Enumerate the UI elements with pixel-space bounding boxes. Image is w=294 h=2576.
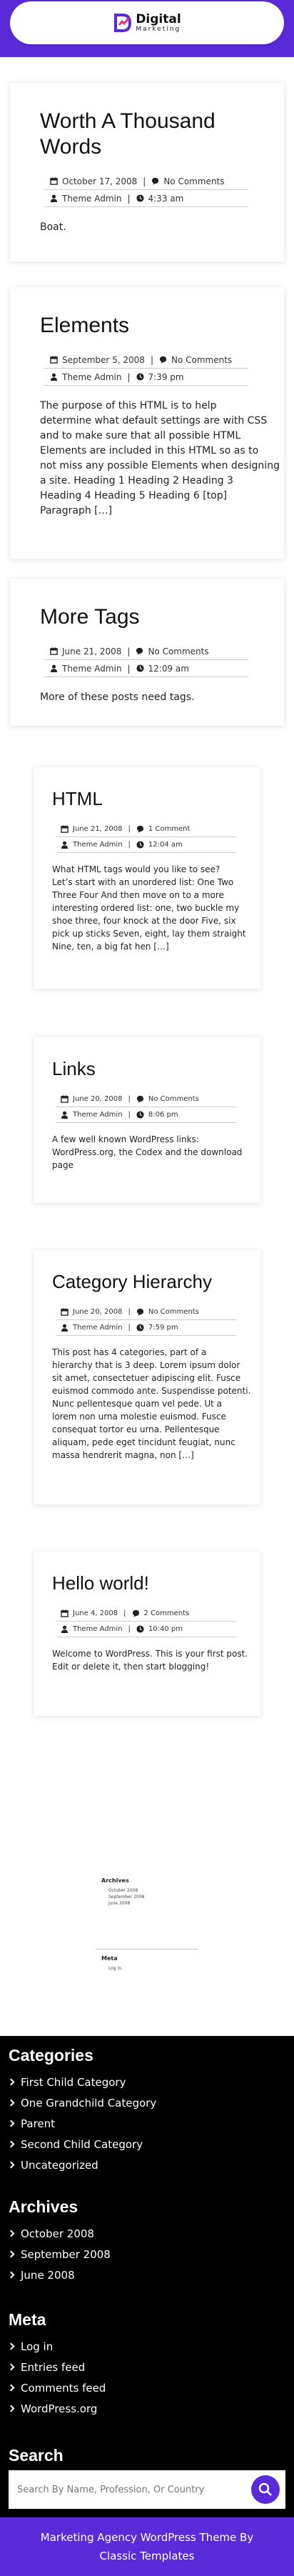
logo-subtitle: Marketing: [136, 25, 181, 33]
post-excerpt-line: The purpose of this HTML is to help: [40, 400, 217, 411]
widget-archives-heading: Archives: [101, 1877, 129, 1884]
post-excerpt-line: interesting ordered list: one, two buckle my: [52, 903, 240, 913]
post-meta-row: [44, 660, 248, 677]
post-comments[interactable]: No Comments: [136, 1308, 199, 1316]
calendar-icon: [61, 1095, 69, 1103]
post-excerpt-line: Three Four And then move on to a more: [52, 890, 224, 900]
post-meta-row: [56, 1622, 236, 1637]
meta-separator: |: [127, 663, 131, 674]
post-excerpt-line: page: [52, 1160, 74, 1170]
post-excerpt-line: euismod commodo ante. Suspendisse potenti.: [52, 1386, 251, 1396]
post-excerpt-line: Welcome to WordPress. This is your first post.: [52, 1649, 248, 1659]
post-title-line: HTML: [52, 788, 103, 809]
meta-separator: |: [150, 354, 153, 365]
footer-meta-heading: Meta: [9, 2310, 46, 2329]
post-excerpt-line: This post has 4 categories, part of a: [52, 1347, 207, 1357]
post-comments[interactable]: No Comments: [136, 1095, 199, 1103]
calendar-icon: [50, 647, 58, 655]
post-title[interactable]: [52, 1572, 242, 1594]
post-card: [10, 83, 284, 261]
user-icon: [50, 664, 58, 672]
meta-separator: |: [127, 193, 131, 204]
meta-separator: |: [128, 1308, 131, 1316]
post-excerpt-line: WordPress.org, the Codex and the download: [52, 1147, 243, 1157]
meta-separator: |: [143, 176, 146, 186]
post-title-line: More Tags: [40, 605, 140, 629]
footer-meta-link[interactable]: Comments feed: [9, 2377, 106, 2398]
clock-icon: [136, 1111, 144, 1119]
clock-icon: [136, 194, 144, 202]
post-meta: [56, 1092, 236, 1123]
chevron-right-icon: [8, 2120, 15, 2127]
post-date[interactable]: June 4, 2008: [61, 1609, 118, 1617]
post-excerpt-line: not miss any possible Elements when designing: [40, 460, 280, 471]
footer-meta-link[interactable]: Entries feed: [9, 2357, 106, 2377]
clock-icon: [136, 1324, 144, 1332]
footer-categories-heading: Categories: [9, 2046, 93, 2065]
search-input[interactable]: [9, 2475, 244, 2504]
post-excerpt-line: Elements are included in this HTML so as to: [40, 445, 259, 456]
post-meta-row: [56, 837, 236, 853]
calendar-icon: [61, 825, 69, 833]
chevron-right-icon: [8, 2364, 15, 2371]
post-excerpt: [52, 1133, 242, 1172]
post-title[interactable]: [52, 1057, 242, 1080]
post-author[interactable]: Theme Admin: [61, 1111, 123, 1119]
post-excerpt-line: massa hendrerit magna, non […]: [52, 1450, 194, 1460]
meta-separator: |: [127, 371, 131, 382]
post-excerpt: [52, 863, 246, 953]
widget-archive-item[interactable]: September 2008: [108, 1894, 145, 1899]
widget-meta-item[interactable]: Log in: [108, 1966, 122, 1971]
logo-mark-icon: [113, 12, 133, 34]
post-date[interactable]: June 21, 2008: [50, 647, 121, 657]
post-excerpt-line: Heading 4 Heading 5 Heading 6 [top]: [40, 490, 228, 501]
post-meta-row: [44, 190, 248, 207]
post-excerpt-line: Nine, ten, a big fat hen […]: [52, 942, 169, 952]
footer-categories-list: [9, 2072, 156, 2175]
post-excerpt-line: Paragraph […]: [40, 505, 113, 516]
post-card: [34, 767, 260, 989]
post-excerpt-line: determine what default settings are with CSS: [40, 415, 268, 426]
post-meta-row: [56, 1320, 236, 1336]
footer-archives-list: [9, 2223, 111, 2285]
chevron-right-icon: [8, 2162, 15, 2169]
calendar-icon: [50, 177, 58, 185]
chevron-right-icon: [8, 2141, 15, 2148]
post-date[interactable]: June 20, 2008: [61, 1095, 123, 1103]
meta-separator: |: [127, 646, 131, 657]
post-title[interactable]: [40, 604, 254, 630]
footer-archive-link[interactable]: June 2008: [9, 2265, 111, 2285]
chevron-right-icon: [8, 2251, 15, 2258]
post-time[interactable]: 7:59 pm: [136, 1324, 178, 1332]
post-title-line: Elements: [40, 314, 130, 337]
post-excerpt-line: pick up sticks Seven, eight, lay them straight: [52, 929, 246, 939]
user-icon: [61, 1111, 69, 1119]
comment-icon: [136, 647, 143, 655]
site-logo[interactable]: [113, 12, 181, 34]
post-meta: [56, 822, 236, 853]
footer-category-link[interactable]: Parent: [9, 2113, 156, 2134]
chevron-right-icon: [8, 2230, 15, 2237]
footer-archive-link[interactable]: September 2008: [9, 2244, 111, 2265]
comment-icon: [136, 1095, 144, 1103]
post-meta: [56, 1304, 236, 1336]
post-date[interactable]: June 20, 2008: [61, 1308, 123, 1316]
post-excerpt-line: Let’s start with an unordered list: One Two: [52, 877, 234, 887]
post-excerpt-line: What HTML tags would you like to see?: [52, 864, 220, 874]
post-excerpt-line: sit amet, consectetuer adipiscing elit. Fusce: [52, 1373, 241, 1383]
post-time[interactable]: 7:39 pm: [136, 372, 184, 382]
post-title-line: Worth A Thousand: [40, 109, 216, 133]
user-icon: [61, 841, 69, 849]
widget-meta-heading: Meta: [101, 1955, 118, 1962]
post-excerpt-line: consequat tortor eu urna. Pellentesque: [52, 1424, 220, 1434]
post-excerpt: [52, 1346, 251, 1462]
comment-icon: [159, 356, 167, 364]
post-author[interactable]: Theme Admin: [50, 372, 121, 382]
user-icon: [50, 194, 58, 202]
widget-archive-item[interactable]: October 2008: [108, 1888, 138, 1893]
post-excerpt-line: aliquam, pede eget tincidunt feugiat, nunc: [52, 1437, 235, 1447]
post-title-line: Words: [40, 135, 102, 159]
post-meta: [44, 351, 248, 386]
clock-icon: [136, 841, 144, 849]
post-title[interactable]: [40, 313, 254, 339]
meta-separator: |: [128, 1625, 131, 1633]
post-excerpt-line: hierarchy that is 3 deep. Lorem ipsum dolor: [52, 1360, 240, 1370]
post-excerpt-line: Boat.: [40, 221, 66, 233]
clock-icon: [136, 1625, 144, 1633]
meta-separator: |: [128, 1095, 131, 1103]
post-meta-row: [44, 643, 248, 660]
post-time[interactable]: 4:33 am: [136, 194, 184, 204]
post-comments[interactable]: No Comments: [159, 355, 232, 365]
post-excerpt: [40, 399, 280, 519]
post-author[interactable]: Theme Admin: [50, 664, 121, 674]
comment-icon: [132, 1609, 140, 1617]
post-meta: [44, 643, 248, 677]
post-time[interactable]: 10:40 pm: [136, 1625, 183, 1633]
post-meta-row: [44, 369, 248, 386]
post-excerpt-line: shoe three, four knock at the door Five, six: [52, 916, 236, 926]
post-time[interactable]: 12:04 am: [136, 841, 183, 849]
post-card: [34, 1552, 260, 1716]
chevron-right-icon: [8, 2385, 15, 2392]
post-time[interactable]: 8:06 pm: [136, 1111, 178, 1119]
footer-meta-list: [9, 2336, 106, 2419]
site-header: [10, 1, 284, 44]
post-card: [34, 1250, 260, 1504]
post-meta-row: [44, 173, 248, 190]
user-icon: [61, 1324, 69, 1332]
post-date[interactable]: June 21, 2008: [61, 825, 123, 833]
calendar-icon: [61, 1308, 69, 1316]
widget-divider: [96, 1949, 198, 1950]
post-excerpt-line: More of these posts need tags.: [40, 692, 195, 703]
meta-separator: |: [128, 1111, 131, 1119]
post-excerpt-line: a site. Heading 1 Heading 2 Heading 3: [40, 475, 233, 486]
post-date[interactable]: October 17, 2008: [50, 176, 137, 186]
meta-separator: |: [128, 841, 131, 849]
post-excerpt-line: Edit or delete it, then start blogging!: [52, 1662, 210, 1672]
chevron-right-icon: [8, 2100, 15, 2107]
post-comments[interactable]: 1 Comment: [136, 825, 191, 833]
post-excerpt-line: Nunc pellentesque quam vel pede. Ut a: [52, 1399, 223, 1409]
post-meta: [44, 173, 248, 207]
post-excerpt: [40, 220, 254, 235]
calendar-icon: [61, 1609, 69, 1617]
calendar-icon: [50, 356, 58, 364]
clock-icon: [136, 664, 144, 672]
widget-preview: [96, 1872, 198, 2007]
chevron-right-icon: [8, 2272, 15, 2279]
post-meta-row: [56, 1304, 236, 1320]
post-date[interactable]: September 5, 2008: [50, 355, 145, 365]
comment-icon: [136, 825, 144, 833]
post-author[interactable]: Theme Admin: [61, 1625, 123, 1633]
post-title[interactable]: [52, 787, 242, 810]
post-title-line: Category Hierarchy: [52, 1271, 212, 1292]
post-meta-row: [56, 822, 236, 837]
post-author[interactable]: Theme Admin: [50, 194, 121, 204]
search-button[interactable]: [251, 2475, 280, 2504]
user-icon: [50, 373, 58, 381]
post-time[interactable]: 12:09 am: [136, 664, 189, 674]
footer-category-link[interactable]: First Child Category: [9, 2072, 156, 2092]
footer-search-form: [9, 2470, 285, 2509]
meta-separator: |: [123, 1609, 126, 1617]
footer-category-link[interactable]: One Grandchild Category: [9, 2092, 156, 2113]
footer-category-link[interactable]: Second Child Category: [9, 2134, 156, 2155]
post-title-line: Hello world!: [52, 1572, 149, 1594]
copyright-text[interactable]: Marketing Agency WordPress Theme By Classic Templates: [40, 2531, 254, 2562]
post-meta-row: [44, 351, 248, 369]
post-comments[interactable]: No Comments: [151, 176, 224, 186]
widget-archive-item[interactable]: June 2008: [108, 1901, 131, 1906]
search-icon: [258, 2482, 273, 2497]
meta-separator: |: [128, 1324, 131, 1332]
footer-meta-link[interactable]: Log in: [9, 2336, 106, 2357]
meta-separator: |: [128, 825, 131, 833]
site-footer: [0, 2036, 294, 2517]
post-meta-row: [56, 1092, 236, 1107]
post-excerpt-line: A few well known WordPress links:: [52, 1134, 199, 1144]
post-excerpt: [40, 690, 254, 705]
clock-icon: [136, 373, 144, 381]
post-meta: [56, 1606, 236, 1637]
comment-icon: [151, 177, 159, 185]
post-card: [10, 287, 284, 559]
chevron-right-icon: [8, 2405, 15, 2412]
post-excerpt: [52, 1647, 248, 1673]
post-comments[interactable]: No Comments: [136, 647, 208, 657]
footer-archive-link[interactable]: October 2008: [9, 2223, 111, 2244]
chevron-right-icon: [8, 2343, 15, 2350]
post-excerpt-line: and to make sure that all possible HTML: [40, 430, 241, 441]
post-card: [10, 579, 284, 726]
logo-title: Digital: [136, 11, 181, 26]
footer-archives-heading: Archives: [9, 2197, 78, 2216]
copyright-bar: [0, 2517, 294, 2576]
user-icon: [61, 1625, 69, 1633]
footer-search-heading: Search: [9, 2446, 64, 2465]
post-excerpt-line: lorem non urna molestie euismod. Fusce: [52, 1412, 226, 1422]
post-title[interactable]: [52, 1270, 242, 1293]
post-title-line: Links: [52, 1058, 96, 1079]
footer-category-link[interactable]: Uncategorized: [9, 2155, 156, 2175]
post-comments[interactable]: 2 Comments: [132, 1609, 190, 1617]
post-title[interactable]: [40, 109, 254, 160]
footer-meta-link[interactable]: WordPress.org: [9, 2398, 106, 2419]
comment-icon: [136, 1308, 144, 1316]
post-author[interactable]: Theme Admin: [61, 841, 123, 849]
chevron-right-icon: [8, 2079, 15, 2086]
post-card: [34, 1037, 260, 1203]
post-meta-row: [56, 1107, 236, 1123]
post-meta-row: [56, 1606, 236, 1622]
post-author[interactable]: Theme Admin: [61, 1324, 123, 1332]
